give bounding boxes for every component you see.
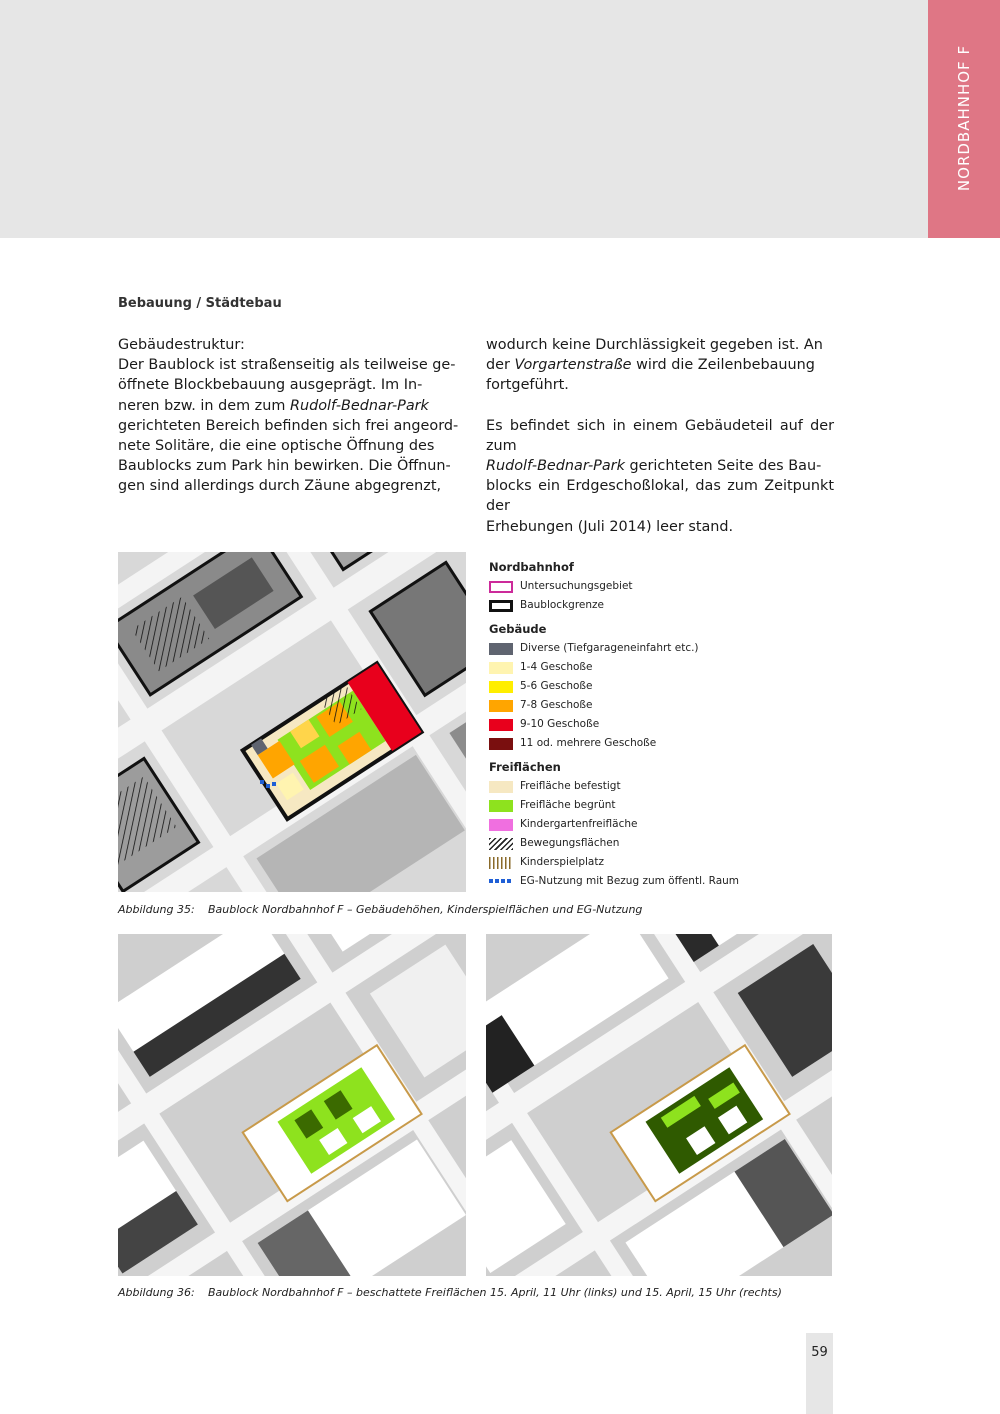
text-segment: wird die Zeilenbebauung: [631, 357, 815, 374]
legend-label: EG-Nutzung mit Bezug zum öffentl. Raum: [520, 875, 740, 887]
text-line: öffnete Blockbebauung ausgeprägt. Im In-: [118, 377, 423, 394]
figure-caption-35: [118, 903, 642, 916]
legend-swatch: [489, 662, 513, 674]
legend-heading-freiflaechen: Freiflächen: [489, 760, 561, 774]
text-segment: der: [486, 357, 515, 374]
text-line: Gebäudestruktur:: [118, 337, 245, 353]
legend-label: Freifläche begrünt: [520, 799, 616, 811]
legend-swatch: [489, 643, 513, 655]
park-name: Rudolf-Bednar-Park: [289, 397, 429, 414]
text-line: Der Baublock ist straßenseitig als teilweise ge-: [118, 357, 456, 374]
map-shadow-11-uhr: [118, 934, 466, 1276]
legend-label: Baublockgrenze: [520, 599, 604, 611]
caption-number: Abbildung 36:: [118, 1286, 195, 1299]
caption-number: Abbildung 35:: [118, 903, 195, 916]
map-building-heights: [118, 552, 466, 892]
legend-label: 9-10 Geschoße: [520, 718, 600, 730]
text-line: [486, 355, 834, 375]
text-line: wodurch keine Durchlässigkeit gegeben ist. An: [486, 337, 823, 353]
text-line: nete Solitäre, die eine optische Öffnung des: [118, 438, 435, 455]
legend-heading-gebaeude: Gebäude: [489, 622, 547, 636]
text-line: fortgeführt.: [486, 377, 569, 394]
text-line: blocks ein Erdgeschoßlokal, das zum Zeitpunkt der: [486, 478, 834, 515]
figure-caption-36: [118, 1286, 782, 1299]
section-heading: Bebauung / Städtebau: [118, 296, 282, 311]
text-line: [118, 396, 466, 416]
text-column-left: [118, 335, 466, 497]
street-name: Vorgartenstraße: [514, 357, 632, 374]
legend-swatch: [489, 857, 513, 869]
chapter-tab-label: NORDBAHNHOF F: [955, 44, 973, 192]
legend-swatch: [489, 600, 513, 612]
legend-swatch: [489, 800, 513, 812]
text-line: [486, 456, 834, 476]
header-band: [0, 0, 928, 238]
legend-swatch: [489, 838, 513, 850]
legend-label: Diverse (Tiefgarageneinfahrt etc.): [520, 642, 699, 654]
park-name: Rudolf-Bednar-Park: [486, 458, 625, 475]
text-column-right: [486, 335, 834, 537]
page-number: 59: [811, 1345, 828, 1360]
map-shadow-15-uhr: [486, 934, 832, 1276]
paragraph: [486, 416, 834, 537]
legend-label: 7-8 Geschoße: [520, 699, 593, 711]
map-legend: [486, 552, 832, 892]
legend-label: 1-4 Geschoße: [520, 661, 593, 673]
text-segment: gerichteten Seite des Bau-: [624, 458, 822, 475]
caption-text: Baublock Nordbahnhof F – Gebäudehöhen, Kinderspielflächen und EG-Nutzung: [208, 903, 643, 916]
legend-swatch: [489, 781, 513, 793]
chapter-tab: [928, 0, 1000, 238]
page-number-box: [806, 1333, 833, 1414]
legend-label: 11 od. mehrere Geschoße: [520, 737, 657, 749]
legend-label: Freifläche befestigt: [520, 780, 621, 792]
legend-swatch: [489, 819, 513, 831]
legend-heading-nordbahnhof: Nordbahnhof: [489, 560, 574, 574]
legend-swatch: [489, 581, 513, 593]
text-line: gen sind allerdings durch Zäune abgegrenzt,: [118, 478, 442, 495]
legend-label: Untersuchungsgebiet: [520, 580, 633, 592]
legend-swatch: [489, 738, 513, 750]
legend-swatch: [489, 719, 513, 731]
legend-swatch: [489, 700, 513, 712]
text-segment: neren bzw. in dem zum: [118, 397, 290, 414]
text-line: Erhebungen (Juli 2014) leer stand.: [486, 518, 734, 535]
caption-text: Baublock Nordbahnhof F – beschattete Freiflächen 15. April, 11 Uhr (links) und 15. April, 15 Uhr (rechts): [208, 1286, 782, 1299]
text-line: gerichteten Bereich befinden sich frei angeord-: [118, 417, 459, 434]
legend-label: Kinderspielplatz: [520, 856, 604, 868]
legend-swatch: [489, 879, 513, 883]
legend-label: 5-6 Geschoße: [520, 680, 593, 692]
legend-label: Bewegungsflächen: [520, 837, 620, 849]
text-line: Es befindet sich in einem Gebäudeteil auf der zum: [486, 417, 834, 454]
legend-swatch: [489, 681, 513, 693]
text-line: Baublocks zum Park hin bewirken. Die Öffnun-: [118, 458, 451, 475]
paragraph: [486, 335, 834, 396]
legend-label: Kindergartenfreifläche: [520, 818, 638, 830]
